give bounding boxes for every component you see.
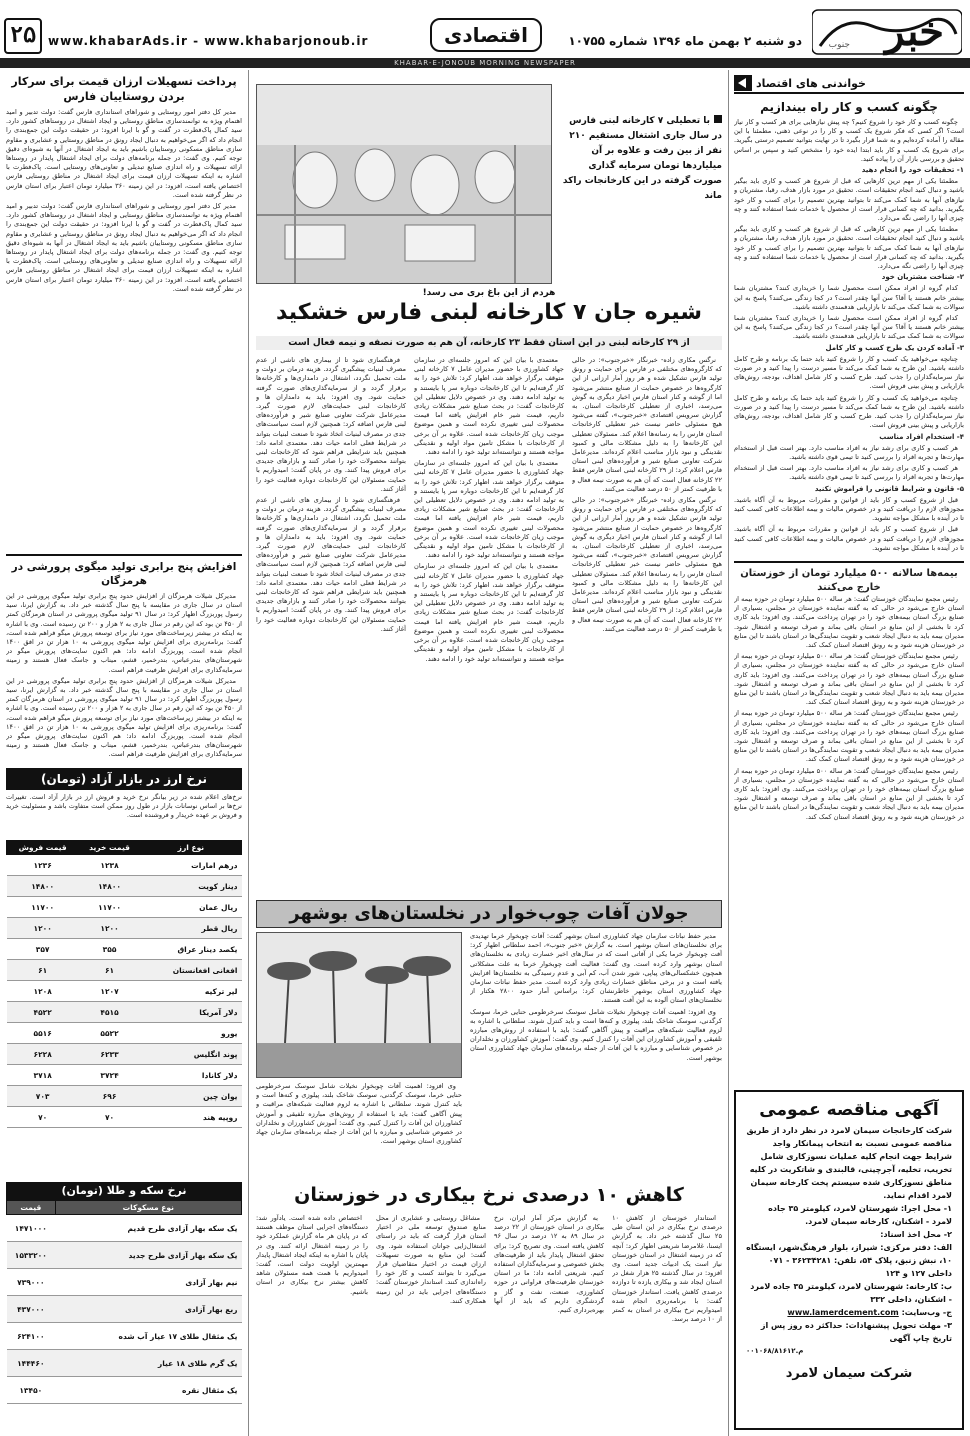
table-cell: ربع بهار آزادی	[55, 1296, 241, 1323]
table-cell: یکصد دینار عراق	[140, 939, 241, 960]
table-cell: ۳۵۷	[7, 939, 79, 960]
paragraph: معتمدی با بیان این که امروز جلسه‌ای در سازمان جهاد کشاورزی با حضور مدیران عامل ۷ کارخانه لبنی متوقف برگزار خواهد شد، اظهار کرد: تلاش خود را به کار گرفته‌ایم تا این کارخانجات دوباره سر پا بایستند و به تولید ادامه دهند. وی در خصوص دلایل تعطیلی این کارخانجات گفت: در بحث صنایع شیر مشکلات زیادی داریم، قیمت شیر خام افزایش یافته اما قیمت محصولات لبنی تغییری نکرده است و همین موضوع موجب زیان کارخانجات شده است. علاوه بر آن برخی از کارخانجات با مشکل تامین مواد اولیه و نقدینگی مواجه هستند و نتوانسته‌اند تولید خود را ادامه دهند.	[414, 356, 564, 457]
table-cell: یک سکه بهار آزادی طرح جدید	[55, 1242, 241, 1269]
table-cell: ۱۲۳۸	[79, 855, 140, 876]
article-title-shrimp: افزایش پنج برابری تولید میگوی پرورشی در هرمزگان	[11, 561, 237, 587]
table-cell: روپیه هند	[140, 1107, 241, 1128]
paragraph: مدیرکل شیلات هرمزگان از افزایش حدود پنج برابری تولید میگوی پرورشی در این استان در سال جاری در مقایسه با پنج سال گذشته خبر داد. به گزارش ایرنا، سید رسول پوربزرگ اظهار کرد: در سال ۹۱ تولید میگوی پرورشی در استان هرمزگان کمتر از ۴۵۰ تن بود که این رقم در سال جاری به ۲ هزار و ۲۰۰ تن رسیده است. وی با اشاره به اینکه در بیشتر زیرساخت‌های مورد نیاز برای توسعه پرورش میگو فراهم شده است، گفت: برنامه‌ریزی برای افزایش تولید میگوی پرورشی به ۱۰ هزار تن در افق ۱۴۰۰ انجام شده است. پوربزرگ ادامه داد: هم اکنون سایت‌های پرورش میگو در شهرستان‌های بندرعباس، بندرخمیر، قشم، میناب و جاسک فعال هستند و زمینه سرمایه‌گذاری برای افزایش ظرفیت فراهم است.	[6, 592, 242, 674]
fx-col-buy: قیمت خرید	[79, 841, 140, 855]
table-cell: ۱۱۷۰۰	[7, 897, 79, 918]
table-cell: ۶۲۲۸	[7, 1044, 79, 1065]
table-cell: ۱۲۰۸	[7, 981, 79, 1002]
table-cell: ۱۲۳۶	[7, 855, 79, 876]
table-cell: ۴۳۷۰۰۰	[7, 1296, 56, 1323]
paragraph: فرهنگسازی شود تا از بیماری های ناشی از عدم مصرف لبنیات پیشگیری گردد. هزینه درمان بر دولت و ملت تحمیل نگردد، اشتغال در دامداری‌ها و کارخانه‌ها برقرار گردد و از سرمایه‌گذاری‌های صورت گرفته حمایت شود. وی افزود: باید به دامداران ها و کارخانجات لبنی حمایت‌های لازم صورت گیرد. مدیرعامل شرکت تعاونی صنایع شیر و فرآورده‌های لبنی فارس اضافه کرد: همچنین لازم است سیاست‌های جدی در مصرف لبنیات اتخاذ شود تا صنعت لبنیات بتواند در شرایط فعلی ادامه حیات دهد. معتمدی ادامه داد: همچنین باید شرایطی فراهم شود که کارخانجات لبنی بتوانند محصولات خود را صادر کنند و بازارهای جدیدی برای فروش پیدا کنند. وی در پایان گفت: امیدواریم با حمایت مسئولان این کارخانجات دوباره فعالیت خود را آغاز کنند.	[256, 356, 406, 493]
caption-text: با تعطیلی ۷ کارخانه لبنی فارس در سال جاری اشتغال مستقیم ۲۱۰ نفر از بین رفت و علاوه بر آن میلیاردها تومان سرمایه گذاری صورت گرفته در این کارخانجات راکد ماند	[562, 116, 722, 201]
paragraph: به گزارش مرکز آمار ایران، نرخ بیکاری در استان خوزستان از ۲۲ درصد در سال ۸۹ به ۱۲ درصد در سال ۹۶ کاهش یافته است. وی تصریح کرد: برای تحقق اشتغال پایدار باید از ظرفیت‌های بخش خصوصی و سرمایه‌گذاران استفاده کنیم. شریعتی ادامه داد: ما در استان خوزستان ظرفیت‌های فراوانی در حوزه کشاورزی، صنعت، نفت و گاز و گردشگری داریم که باید از آنها بهره‌برداری کنیم.	[494, 1214, 604, 1315]
article-title-loans: پرداخت تسهیلات ارزان قیمت برای سرکار بردن روستاییان فارس	[11, 75, 237, 103]
subheading: ۴- استخدام افراد مناسب	[879, 432, 964, 441]
table-row	[7, 1350, 242, 1377]
table-cell: پوند انگلیس	[140, 1044, 241, 1065]
paragraph: هر کسب و کاری برای رشد نیاز به افراد مناسب دارد. بهتر است قبل از استخدام مهارت‌ها و تجربه افراد را بررسی کنید تا تیمی قوی داشته باشید.	[734, 464, 964, 482]
website-links[interactable]: www.khabarAds.ir - www.khabarjonoub.ir	[48, 34, 369, 48]
table-cell: دینار کویت	[140, 876, 241, 897]
fx-table	[6, 840, 242, 1128]
photo-caption	[562, 114, 722, 204]
paragraph: معتمدی با بیان این که امروز جلسه‌ای در سازمان جهاد کشاورزی با حضور مدیران عامل ۷ کارخانه لبنی متوقف برگزار خواهد شد، اظهار کرد: تلاش خود را به کار گرفته‌ایم تا این کارخانجات دوباره سر پا بایستند و به تولید ادامه دهند. وی در خصوص دلایل تعطیلی این کارخانجات گفت: در بحث صنایع شیر مشکلات زیادی داریم، قیمت شیر خام افزایش یافته اما قیمت محصولات لبنی تغییری نکرده است و همین موضوع موجب زیان کارخانجات شده است. علاوه بر آن برخی از کارخانجات با مشکل تامین مواد اولیه و نقدینگی مواجه هستند و نتوانسته‌اند تولید خود را ادامه دهند.	[414, 459, 564, 560]
section-label: اقتصادی	[430, 18, 542, 52]
ad-intro: شرکت کارخانجات سیمان لامرد در نظر دارد از طریق مناقصه عمومی نسبت به انتخاب پیمانکار واجد شرایط جهت انجام کلیه عملیات نسوزکاری شامل تخریب، تخلیه، آجرچینی، قالبندی و شاتکریت در کلیه مناطق نسوزکاری شده سیستم پخت کارخانه سیمان لامرد اقدام نماید.	[746, 1126, 952, 1200]
dairy-column-1	[572, 356, 722, 896]
table-cell: ۴۵۲۲	[7, 1002, 79, 1023]
table-row	[7, 1086, 242, 1107]
palm-article	[256, 932, 722, 1178]
paragraph: قبل از شروع کسب و کار باید از قوانین و مقررات مربوط به آن آگاه باشید. مجوزهای لازم را دریافت کنید و در خصوص مالیات و بیمه اطلاعات کافی کسب کنید تا در آینده با مشکل مواجه نشوید.	[734, 495, 964, 523]
table-cell: ۷۳۹۰۰۰	[7, 1269, 56, 1296]
unemployment-headline: کاهش ۱۰ درصدی نرخ بیکاری در خوزستان	[294, 1184, 684, 1206]
table-cell: یوان چین	[140, 1086, 241, 1107]
table-cell: نیم بهار آزادی	[55, 1269, 241, 1296]
paragraph: فرهنگسازی شود تا از بیماری های ناشی از عدم مصرف لبنیات پیشگیری گردد. هزینه درمان بر دولت و ملت تحمیل نگردد، اشتغال در دامداری‌ها و کارخانه‌ها برقرار گردد و از سرمایه‌گذاری‌های صورت گرفته حمایت شود. وی افزود: باید به دامداران ها و کارخانجات لبنی حمایت‌های لازم صورت گیرد. مدیرعامل شرکت تعاونی صنایع شیر و فرآورده‌های لبنی فارس اضافه کرد: همچنین لازم است سیاست‌های جدی در مصرف لبنیات اتخاذ شود تا صنعت لبنیات بتواند در شرایط فعلی ادامه حیات دهد. معتمدی ادامه داد: همچنین باید شرایطی فراهم شود که کارخانجات لبنی بتوانند محصولات خود را صادر کنند و بازارهای جدیدی برای فروش پیدا کنند. وی در پایان گفت: امیدواریم با حمایت مسئولان این کارخانجات دوباره فعالیت خود را آغاز کنند.	[256, 496, 406, 633]
paragraph: وی افزود: اهمیت آفات چوبخوار نخیلات شامل سوسک سرخرطومی حنایی خرما، سوسک کرگدنی، سوسک شاخک بلند، پیلوزی و کنه‌ها است و باید کنترل شوند. سلطانی با اشاره به لزوم فعالیت شبکه‌های مراقبت و پیش آگاهی گفت: باید با استفاده از روش‌های مبارزه تلفیقی و آموزش کشاورزان این آفات را کنترل کنیم. وی گفت: آموزش کشاورزان و نخلداران در خصوص شناسایی و مبارزه با این آفات از جمله برنامه‌های سازمان جهاد کشاورزی استان بوشهر است.	[256, 1082, 462, 1146]
table-cell: ۷۰	[7, 1107, 79, 1128]
factory-photo	[256, 84, 552, 284]
fx-header-row	[7, 841, 242, 855]
ad-title: آگهی مناقصه عمومی	[759, 1100, 939, 1120]
subheading: ۳- آماده کردن یک طرح کسب و کار کامل	[825, 343, 964, 352]
table-cell: درهم امارات	[140, 855, 241, 876]
shrimp-body	[6, 592, 242, 782]
paragraph: رئیس مجمع نمایندگان خوزستان گفت: هر ساله ۵۰۰ میلیارد تومان در حوزه بیمه از استان خارج می‌شود در حالی که به گفته نماینده خوزستان در مجلس، بسیاری از صنایع بزرگ استان بیمه‌های خود را در تهران پرداخت می‌کنند. وی افزود: باید کاری کرد تا بخشی از این منابع در استان باقی بماند و صرف توسعه و اشتغال شود. مدیران بیمه باید به دنبال ایجاد شعب و تقویت نمایندگی‌ها در استان باشند تا این منابع در خوزستان هزینه شود و به رونق اقتصاد استان کمک کند.	[734, 652, 964, 707]
ad-line: ۲- محل اخذ اسناد:	[880, 1230, 952, 1239]
table-cell: ۳۵۵	[79, 939, 140, 960]
paragraph: نرگس مکاری زاده- خبرنگار «خبرجنوب»: در حالی که کارگروه‌های مختلفی در فارس برای حمایت و رونق تولید فارس تشکیل شده و هر روز آمار ارزانی از این کارگروه‌ها در خصوص حمایت از صنایع منتشر می‌شود اما از گوشه و کنار استان فارس اخبار دیگری به گوش می‌رسد، اخباری از تعطیلی کارخانجات استان. به گزارش سرویس اقتصادی «خبرجنوب»، گفته می‌شود هیچ مسئولی حاضر نیست خبر تعطیلی کارخانجات استان فارس را به رسانه‌ها اعلام کند. مسئولان تعطیلی این کارخانه‌ها را به دلیل مشکلات مالی و کمبود نقدینگی و نبود بازار مناسب اعلام کرده‌اند. مدیرعامل شرکت تعاونی صنایع شیر و فرآورده‌های لبنی استان فارس اعلام کرد: از ۲۹ کارخانه لبنی استان فارس فقط ۲۲ کارخانه فعال است که آن هم به صورت نیمه فعال و با ظرفیت کمتر از ۵۰ درصد فعالیت می‌کنند.	[572, 496, 722, 633]
table-cell: یورو	[140, 1023, 241, 1044]
table-cell: ۱۳۴۵۰	[7, 1377, 56, 1404]
paragraph: چنانچه می‌خواهید یک کسب و کار را شروع کنید باید حتما یک برنامه و طرح کامل داشته باشید. این طرح به شما کمک می‌کند تا مسیر درست را پیدا کنید و در صورت نیاز سرمایه‌گذاران را جذب کنید. طرح کسب و کار شامل اهداف، بودجه، روش‌های بازاریابی و پیش بینی فروش است.	[734, 354, 964, 391]
paragraph: رئیس مجمع نمایندگان خوزستان گفت: هر ساله ۵۰۰ میلیارد تومان در حوزه بیمه از استان خارج می‌شود در حالی که به گفته نماینده خوزستان در مجلس، بسیاری از صنایع بزرگ استان بیمه‌های خود را در تهران پرداخت می‌کنند. وی افزود: باید کاری کرد تا بخشی از این منابع در استان باقی بماند و صرف توسعه و اشتغال شود. مدیران بیمه باید به دنبال ایجاد شعب و تقویت نمایندگی‌ها در استان باشند تا این منابع در خوزستان هزینه شود و به رونق اقتصاد استان کمک کند.	[734, 594, 964, 649]
table-row	[7, 939, 242, 960]
table-cell: ریال عمان	[140, 897, 241, 918]
paragraph: رئیس مجمع نمایندگان خوزستان گفت: هر ساله ۵۰۰ میلیارد تومان در حوزه بیمه از استان خارج می‌شود در حالی که به گفته نماینده خوزستان در مجلس، بسیاری از صنایع بزرگ استان بیمه‌های خود را در تهران پرداخت می‌کنند. وی افزود: باید کاری کرد تا بخشی از این منابع در استان باقی بماند و صرف توسعه و اشتغال شود. مدیران بیمه باید به دنبال ایجاد شعب و تقویت نمایندگی‌ها در استان باشند تا این منابع در خوزستان هزینه شود و به رونق اقتصاد استان کمک کند.	[734, 766, 964, 821]
dairy-lead: از ۲۹ کارخانه لبنی در این استان فقط ۲۳ کارخانه، آن هم به صورت نصفه و نیمه فعال است	[256, 336, 722, 350]
dairy-kicker: هردم از این باغ بری می رسد!	[422, 288, 556, 298]
paragraph: چنانچه می‌خواهید یک کسب و کار را شروع کنید باید حتما یک برنامه و طرح کامل داشته باشید. این طرح به شما کمک می‌کند تا مسیر درست را پیدا کنید و در صورت نیاز سرمایه‌گذاران را جذب کنید. طرح کسب و کار شامل اهداف، بودجه، روش‌های بازاریابی و پیش بینی فروش است.	[734, 393, 964, 430]
table-cell: ۶۹۶	[79, 1086, 140, 1107]
table-row	[7, 1269, 242, 1296]
paragraph: مطمئنا یکی از مهم ترین کارهایی که قبل از شروع هر کسب و کاری باید بیگیر باشید و دنبال کنید انجام تحقیقات است. تحقیق در مورد بازار هدف، رقبا، مشتریان و نیازهای آنها به شما کمک می‌کند تا بتوانید بهترین تصمیم را برای کسب و کار خود بگیرید. بدانید که چه کسانی قرار است از محصول یا خدمات شما استفاده کنند و چه چیزی آنها را راضی نگه می‌دارد.	[734, 177, 964, 223]
table-row	[7, 1023, 242, 1044]
paragraph: رئیس مجمع نمایندگان خوزستان گفت: هر ساله ۵۰۰ میلیارد تومان در حوزه بیمه از استان خارج می‌شود در حالی که به گفته نماینده خوزستان در مجلس، بسیاری از صنایع بزرگ استان بیمه‌های خود را در تهران پرداخت می‌کنند. وی افزود: باید کاری کرد تا بخشی از این منابع در استان باقی بماند و صرف توسعه و اشتغال شود. مدیران بیمه باید به دنبال ایجاد شعب و تقویت نمایندگی‌ها در استان باشند تا این منابع در خوزستان هزینه شود و به رونق اقتصاد استان کمک کند.	[734, 709, 964, 764]
table-cell: یک مثقال طلای ۱۷ عیار آب شده	[55, 1323, 241, 1350]
column-divider	[248, 70, 249, 1436]
left-column	[6, 74, 242, 764]
table-row	[7, 981, 242, 1002]
table-cell: ۱۲۰۰	[7, 918, 79, 939]
table-cell: ۵۵۱۶	[7, 1023, 79, 1044]
fx-col-sell: قیمت فروش	[7, 841, 79, 855]
table-row	[7, 1242, 242, 1269]
dairy-article	[256, 74, 722, 896]
arrow-kicker-icon	[734, 75, 752, 91]
loans-body	[6, 108, 242, 548]
palm-photo	[256, 932, 462, 1078]
table-cell: ۴۵۱۵	[79, 1002, 140, 1023]
table-cell: ۱۴۴۴۶۰	[7, 1350, 56, 1377]
paragraph: وی افزود: اهمیت آفات چوبخوار نخیلات شامل سوسک سرخرطومی حنایی خرما، سوسک کرگدنی، سوسک شاخک بلند، پیلوزی و کنه‌ها است و باید کنترل شوند. سلطانی با اشاره به لزوم فعالیت شبکه‌های مراقبت و پیش آگاهی گفت: باید با استفاده از روش‌های مبارزه تلفیقی و آموزش کشاورزان این آفات را کنترل کنیم. وی گفت: آموزش کشاورزان و نخلداران در خصوص شناسایی و مبارزه با این آفات از جمله برنامه‌های سازمان جهاد کشاورزی استان بوشهر است.	[470, 1007, 722, 1062]
unemp-col-4	[256, 1214, 368, 1432]
paragraph: اختصاص داده شده است. یادآور شد: دستگاه‌های اجرایی استان موظف هستند که در پایان هر ماه گزارش عملکرد خود را در زمینه اشتغال ارائه کنند. وی در پایان با اشاره به اینکه ایجاد اشتغال پایدار مهمترین اولویت دولت است، گفت: امیدواریم با همت همه مسئولان شاهد کاهش بیشتر نرخ بیکاری در استان باشیم.	[256, 1214, 368, 1296]
table-row	[7, 897, 242, 918]
palm-text-2	[256, 1082, 462, 1178]
kicker-bar	[734, 74, 964, 94]
ad-line: ۱- محل اجرا: شهرستان لامرد، کیلومتر ۳۵ جاده لامرد - اشکنان، کارخانه سیمان لامرد.	[768, 1204, 952, 1226]
table-row	[7, 1377, 242, 1404]
column-divider	[728, 70, 729, 1436]
subheading: ۵- قانون و شرایط قانونی را فراموش نکنید	[814, 484, 964, 493]
table-cell: ۶۲۴۱۰۰	[7, 1323, 56, 1350]
paragraph: مدیرکل شیلات هرمزگان از افزایش حدود پنج برابری تولید میگوی پرورشی در این استان در سال جاری در مقایسه با پنج سال گذشته خبر داد. به گزارش ایرنا، سید رسول پوربزرگ اظهار کرد: در سال ۹۱ تولید میگوی پرورشی در استان هرمزگان کمتر از ۴۵۰ تن بود که این رقم در سال جاری به ۲ هزار و ۲۰۰ تن رسیده است. وی با اشاره به اینکه در بیشتر زیرساخت‌های مورد نیاز برای توسعه پرورش میگو فراهم شده است، گفت: برنامه‌ریزی برای افزایش تولید میگوی پرورشی به ۱۰ هزار تن در افق ۱۴۰۰ انجام شده است. پوربزرگ ادامه داد: هم اکنون سایت‌های پرورش میگو در شهرستان‌های بندرعباس، بندرخمیر، قشم، میناب و جاسک فعال هستند و زمینه سرمایه‌گذاری برای افزایش ظرفیت فراهم است.	[6, 676, 242, 759]
paragraph: مدیر حفظ نباتات سازمان جهاد کشاورزی استان بوشهر گفت: آفات چوبخوار خرما تهدیدی برای نخلستان‌های استان بوشهر است. به گزارش «خبر جنوب»، احمد سلطانی اظهار کرد: آفت چوبخوار خرما یکی از آفاتی است که در سال‌های اخیر خسارت زیادی به نخلستان‌های استان بوشهر وارد کرده است. وی گفت: فعالیت آفت چوبخوار خرما به علت مشکلاتی همچون خشکسالی‌های پیاپی، شور شدن آب، کم آبی و عدم رسیدگی به نخلستان‌ها افزایش یافته است و در برخی مناطق خسارات زیادی وارد کرده است. مدیر حفظ نباتات سازمان جهاد کشاورزی استان بوشهر خاطرنشان کرد: براساس آمار حدود ۲۸۰۰ هکتار از نخلستان‌های استان آلوده به این آفت هستند.	[470, 932, 722, 1005]
issue-dateline: دو شنبه ۲ بهمن ماه ۱۳۹۶ شماره ۱۰۷۵۵	[568, 34, 802, 48]
paragraph: مشاغل روستایی و عشایری از محل منابع صندوق توسعه ملی در اختیار استان قرار گرفت که باید در راستای اشتغال‌زایی جوانان استفاده شود. وی گفت: این منابع به صورت تسهیلات ارزان قیمت در اختیار متقاضیان قرار می‌گیرد تا بتوانند کسب و کار خود را راه‌اندازی کنند. استاندار خوزستان گفت: دستگاه‌های اجرایی باید در این زمینه همکاری کنند.	[376, 1214, 486, 1305]
table-cell: یک سکه بهار آزادی طرح قدیم	[55, 1215, 241, 1242]
table-cell: ریال قطر	[140, 918, 241, 939]
table-cell: ۷۰۳	[7, 1086, 79, 1107]
table-row	[7, 1044, 242, 1065]
ad-web-row	[746, 1306, 952, 1319]
article-title: چگونه کسب و کار راه بیندازیم	[760, 100, 938, 114]
unemployment-article	[256, 1214, 722, 1432]
unemp-col-1	[612, 1214, 722, 1432]
table-cell: ۱۲۰۰	[79, 918, 140, 939]
palm-headline: جولان آفات چوب‌خوار در نخلستان‌های بوشهر	[256, 900, 722, 928]
table-cell: لیر ترکیه	[140, 981, 241, 1002]
masthead-band: KHABAR-E-JONOUB MORNING NEWSPAPER	[0, 58, 970, 68]
kicker-label: خواندنی های اقتصاد	[756, 76, 866, 90]
table-cell: ۱۲۰۷	[79, 981, 140, 1002]
right-column	[734, 74, 964, 1084]
ad-code: ۰۰۱۰۶۸/م.۸۱۶۱۲	[746, 1347, 804, 1355]
fx-rates-box	[6, 768, 242, 1178]
palm-grove-image	[256, 933, 461, 1078]
table-cell: ۶۱	[7, 960, 79, 981]
paragraph: مطمئنا یکی از مهم ترین کارهایی که قبل از شروع هر کسب و کاری باید بیگیر باشید و دنبال کنید انجام تحقیقات است. تحقیق در مورد بازار هدف، رقبا، مشتریان و نیازهای آنها به شما کمک می‌کند تا بتوانید بهترین تصمیم را برای کسب و کار خود بگیرید. بدانید که چه کسانی قرار است از محصول یا خدمات شما استفاده کنند و چه چیزی آنها را راضی نگه می‌دارد.	[734, 225, 964, 271]
table-cell: ۶۱	[79, 960, 140, 981]
unemp-col-2	[494, 1214, 604, 1432]
gold-rates-box	[6, 1182, 242, 1432]
paragraph: استاندار خوزستان از کاهش ۱۰ درصدی نرخ بیکاری در این استان طی ۲۵ سال گذشته خبر داد. به گزارش ایسنا، غلامرضا شریعتی اظهار کرد: آنچه که در زمینه اشتغال در استان خوزستان نیاز است یک ادبیات جدید است. وی افزود: در سال گذشته ۲۵ هزار شغل در استان ایجاد شد و بیکاری یازده تا دوازده درصدی کاهش یافت. استاندار خوزستان گفت: با برنامه‌ریزی انجام شده امیدواریم نرخ بیکاری در استان به کمتر از ۱۰ درصد برسد.	[612, 1214, 722, 1324]
ad-web-label: ج- وب‌سایت:	[901, 1308, 952, 1317]
dairy-factory-image	[256, 85, 551, 284]
table-cell: ۱۴۸۰۰	[7, 876, 79, 897]
table-cell: ۱۴۸۰۰	[79, 876, 140, 897]
table-cell: ۱۵۳۳۲۰۰	[7, 1242, 56, 1269]
table-cell: ۷۰	[79, 1107, 140, 1128]
ad-line: الف: دفتر مرکزی: شیراز، بلوار فرهنگ‌شهر، ایستگاه ۱۰، نبش زنبق، پلاک ۵۴، تلفن: ۳۶۲۳۴۲۸۱ - ۰۷۱ داخلی ۱۲۷ و ۱۲۴	[746, 1243, 952, 1278]
table-row	[7, 1296, 242, 1323]
paragraph: مدیر کل دفتر امور روستایی و شوراهای استانداری فارس گفت: دولت تدبیر و امید اهتمام ویژه به توانمندسازی مناطق روستایی و ایجاد اشتغال در روستاهای کشور دارد. سید کمال پاک‌فطرت در گفت و گو با ایرنا افزود: در حقیقت دولت این جمع‌بندی را انجام داد که اگر می‌خواهیم به دنبال ایجاد رونق در مناطق روستایی و عشایری و مقاوم سازی مناطق مسکونی روستاییان باشیم باید به ایجاد اشتغال در آنها به شیوه‌ای دقیق توجه کنیم. وی گفت: در جمله برنامه‌های دولت برای ایجاد اشتغال پایدار در روستاها ارائه تسهیلات و راه اندازی صنایع تبدیلی و تعاونی‌های روستایی است. پاک‌فطرت با اشاره به اینکه تسهیلات ارزان قیمت برای ایجاد اشتغال در مناطق روستایی فارس اختصاص یافته است، افزود: در این زمینه ۳۶۰ میلیارد تومان اعتبار برای استان فارس در نظر گرفته شده است.	[6, 108, 242, 199]
table-row	[7, 1002, 242, 1023]
gold-title: نرخ سکه و طلا (تومان)	[6, 1182, 242, 1200]
dairy-headline: شیره جان ۷ کارخانه لبنی فارس خشکید	[276, 300, 702, 325]
gold-header-row	[7, 1201, 242, 1215]
table-cell: ۳۷۲۴	[79, 1065, 140, 1086]
tender-advertisement[interactable]	[734, 1090, 964, 1430]
table-row	[7, 1215, 242, 1242]
table-row	[7, 960, 242, 981]
table-cell: دلار آمریکا	[140, 1002, 241, 1023]
fx-col-currency: نوع ارز	[140, 841, 241, 855]
table-cell: ۵۵۲۲	[79, 1023, 140, 1044]
palm-text	[470, 932, 722, 1178]
gold-table	[6, 1200, 242, 1404]
ad-body	[736, 1120, 962, 1362]
table-cell: ۱۱۷۰۰	[79, 897, 140, 918]
table-cell: یک مثقال نقره	[55, 1377, 241, 1404]
paragraph: کدام گروه از افراد ممکن است محصول شما را خریداری کنند؟ مشتریان شما بیشتر خانم هستند یا آقا؟ سن آنها چقدر است؟ در کجا زندگی می‌کنند؟ پاسخ به این سوالات به شما کمک می‌کند تا بازاریابی هدفمندی داشته باشید.	[734, 284, 964, 311]
paragraph: هر کسب و کاری برای رشد نیاز به افراد مناسب دارد. بهتر است قبل از استخدام مهارت‌ها و تجربه افراد را بررسی کنید تا تیمی قوی داشته باشید.	[734, 443, 964, 461]
fx-intro: نرخ‌های اعلام شده در زیر بیانگر نرخ خرید و فروش ارز در بازار آزاد است. تغییرات نرخ‌ها بر اساس نوسانات بازار در طول روز ممکن است متفاوت باشد و مسئولیت خرید و فروش بر عهده خریدار و فروشنده است.	[6, 793, 242, 820]
table-cell: دلار کانادا	[140, 1065, 241, 1086]
article-body	[734, 118, 964, 1048]
fx-title: نرخ ارز در بازار آزاد (تومان)	[6, 768, 242, 790]
subheading: ۲- شناخت مشتریان خود	[881, 273, 964, 282]
dairy-column-3	[256, 356, 406, 896]
caption-bullet-icon	[714, 115, 722, 123]
subheading: ۱- تحقیقات خود را انجام دهید	[861, 166, 964, 175]
table-row	[7, 876, 242, 897]
table-cell: یک گرم طلای ۱۸ عیار	[55, 1350, 241, 1377]
paragraph: کدام گروه از افراد ممکن است محصول شما را خریداری کنند؟ مشتریان شما بیشتر خانم هستند یا آقا؟ سن آنها چقدر است؟ در کجا زندگی می‌کنند؟ پاسخ به این سوالات به شما کمک می‌کند تا بازاریابی هدفمندی داشته باشید.	[734, 314, 964, 341]
article-title-insurance: بیمه‌ها سالانه ۵۰۰ میلیارد تومان از خوزستان خارج می‌کنند	[740, 567, 958, 593]
ad-company: شرکت سیمان لامرد	[785, 1366, 913, 1381]
table-cell: ۳۷۱۸	[7, 1065, 79, 1086]
logo-subtitle: جنوب	[828, 40, 850, 50]
paragraph: چگونه کسب و کار خود را شروع کنیم؟ چه پیش نیازهایی برای هر کسب و کار نیاز است؟ اگر کسی که فکر شروع یک کسب و کار را در نوعی ذهنی، مطمئنا با این مقاله را آماده کرده‌ایم و به شما قرار بگیرد تا در نهایت بتوانید تصمیم درستی بگیرید. برای شروع یک کسب و کار باید ابتدا ایده خود را مشخص کنید و سپس بر اساس تحقیق و بررسی بازار آن را پیاده کنید.	[734, 118, 964, 163]
logo-text: خبر	[885, 8, 944, 55]
table-cell: ۶۲۳۳	[79, 1044, 140, 1065]
table-row	[7, 1323, 242, 1350]
ad-line: ۳- مهلت تحویل پیشنهادات: حداکثر ده روز پس از تاریخ چاپ آگهی	[760, 1321, 952, 1343]
paragraph: معتمدی با بیان این که امروز جلسه‌ای در سازمان جهاد کشاورزی با حضور مدیران عامل ۷ کارخانه لبنی متوقف برگزار خواهد شد، اظهار کرد: تلاش خود را به کار گرفته‌ایم تا این کارخانجات دوباره سر پا بایستند و به تولید ادامه دهند. وی در خصوص دلایل تعطیلی این کارخانجات گفت: در بحث صنایع شیر مشکلات زیادی داریم، قیمت شیر خام افزایش یافته اما قیمت محصولات لبنی تغییری نکرده است و همین موضوع موجب زیان کارخانجات شده است. علاوه بر آن برخی از کارخانجات با مشکل تامین مواد اولیه و نقدینگی مواجه هستند و نتوانسته‌اند تولید خود را ادامه دهند.	[414, 562, 564, 663]
paragraph: قبل از شروع کسب و کار باید از قوانین و مقررات مربوط به آن آگاه باشید. مجوزهای لازم را دریافت کنید و در خصوص مالیات و بیمه اطلاعات کافی کسب کنید تا در آینده با مشکل مواجه نشوید.	[734, 525, 964, 552]
table-row	[7, 855, 242, 876]
newspaper-logo	[812, 6, 962, 58]
gold-col-price: قیمت	[7, 1201, 56, 1215]
table-row	[7, 1107, 242, 1128]
unemp-col-3	[376, 1214, 486, 1432]
table-row	[7, 1065, 242, 1086]
page-number: ۲۵	[4, 18, 42, 54]
gold-col-type: نوع مسکوکات	[55, 1201, 241, 1215]
table-cell: افغانی افغانستان	[140, 960, 241, 981]
paragraph: مدیر کل دفتر امور روستایی و شوراهای استانداری فارس گفت: دولت تدبیر و امید اهتمام ویژه به توانمندسازی مناطق روستایی و ایجاد اشتغال در روستاهای کشور دارد. سید کمال پاک‌فطرت در گفت و گو با ایرنا افزود: در حقیقت دولت این جمع‌بندی را انجام داد که اگر می‌خواهیم به دنبال ایجاد رونق در مناطق روستایی و عشایری و مقاوم سازی مناطق مسکونی روستاییان باشیم باید به ایجاد اشتغال در آنها به شیوه‌ای دقیق توجه کنیم. وی گفت: در جمله برنامه‌های دولت برای ایجاد اشتغال پایدار در روستاها ارائه تسهیلات و راه اندازی صنایع تبدیلی و تعاونی‌های روستایی است. پاک‌فطرت با اشاره به اینکه تسهیلات ارزان قیمت برای ایجاد اشتغال در مناطق روستایی فارس اختصاص یافته است، افزود: در این زمینه ۳۶۰ میلیارد تومان اعتبار برای استان فارس در نظر گرفته شده است.	[6, 202, 242, 293]
dairy-column-2	[414, 356, 564, 896]
ad-line: ب: کارخانه: شهرستان لامرد، کیلومتر ۳۵ جاده لامرد - اشکنان، داخلی ۳۳۲	[750, 1282, 952, 1304]
ad-website-link[interactable]: www.lamerdcement.com	[787, 1308, 899, 1317]
table-row	[7, 918, 242, 939]
masthead	[0, 0, 970, 70]
table-cell: ۱۴۷۱۰۰۰	[7, 1215, 56, 1242]
paragraph: نرگس مکاری زاده- خبرنگار «خبرجنوب»: در حالی که کارگروه‌های مختلفی در فارس برای حمایت و رونق تولید فارس تشکیل شده و هر روز آمار ارزانی از این کارگروه‌ها در خصوص حمایت از صنایع منتشر می‌شود اما از گوشه و کنار استان فارس اخبار دیگری به گوش می‌رسد، اخباری از تعطیلی کارخانجات استان. به گزارش سرویس اقتصادی «خبرجنوب»، گفته می‌شود هیچ مسئولی حاضر نیست خبر تعطیلی کارخانجات استان فارس را به رسانه‌ها اعلام کند. مسئولان تعطیلی این کارخانه‌ها را به دلیل مشکلات مالی و کمبود نقدینگی و نبود بازار مناسب اعلام کرده‌اند. مدیرعامل شرکت تعاونی صنایع شیر و فرآورده‌های لبنی استان فارس اعلام کرد: از ۲۹ کارخانه لبنی استان فارس فقط ۲۲ کارخانه فعال است که آن هم به صورت نیمه فعال و با ظرفیت کمتر از ۵۰ درصد فعالیت می‌کنند.	[572, 356, 722, 493]
